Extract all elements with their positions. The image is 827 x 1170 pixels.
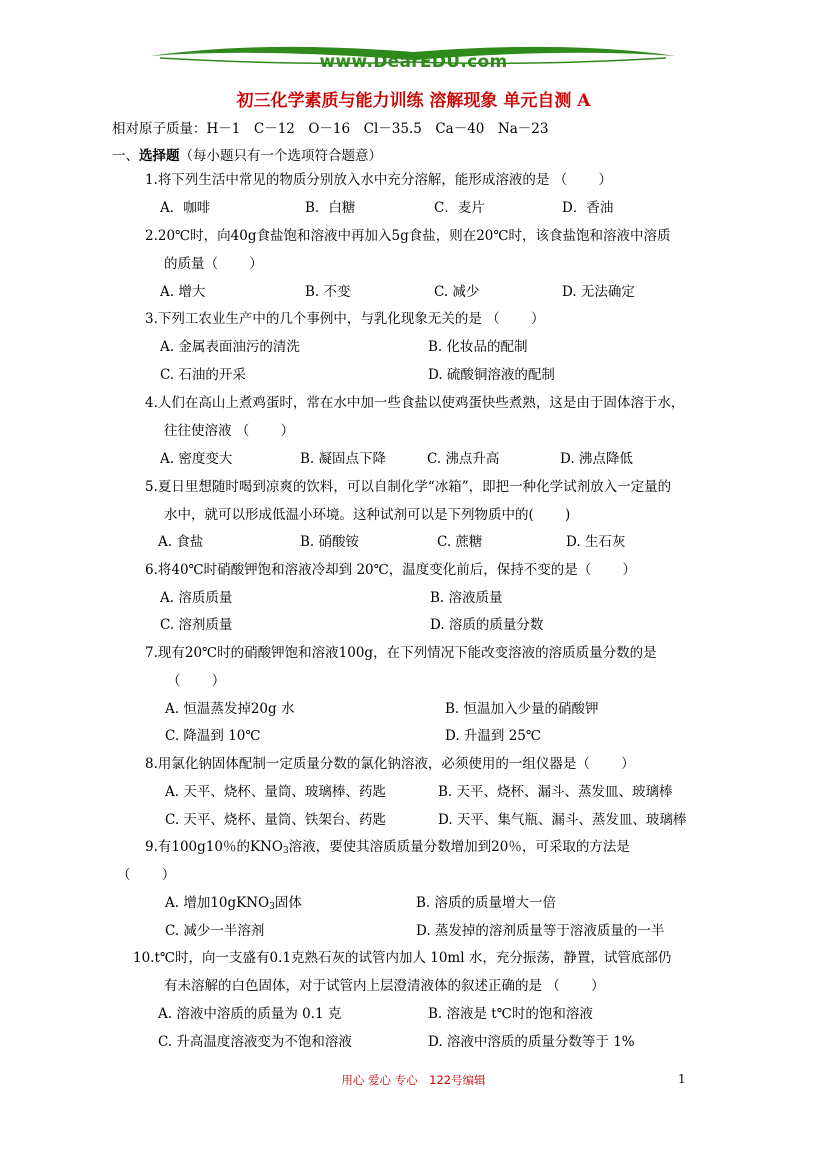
question-3-stem: 3.下列工农业生产中的几个事例中，与乳化现象无关的是 （ ） — [145, 311, 545, 327]
q7-option-a: A. 恒温蒸发掉20g 水 — [165, 701, 295, 717]
q4-option-a: A. 密度变大 — [160, 451, 233, 467]
q9-option-c: C. 减少一半溶剂 — [165, 923, 265, 939]
document-title: 初三化学素质与能力训练 溶解现象 单元自测 A — [236, 91, 591, 111]
question-7-stem: 7.现有20℃时的硝酸钾饱和溶液100g，在下列情况下能改变溶液的溶质质量分数的是 — [145, 645, 657, 661]
q1-option-a: A．咖啡 — [160, 200, 211, 216]
question-5-stem: 5.夏日里想随时喝到凉爽的饮料，可以自制化学“冰箱”，即把一种化学试剂放入一定量的 — [145, 479, 672, 495]
q2-option-c: C. 减少 — [434, 284, 480, 300]
q6-option-c: C. 溶剂质量 — [160, 617, 233, 633]
question-4-stem: 4.人们在高山上煮鸡蛋时，常在水中加一些食盐以使鸡蛋快些煮熟，这是由于固体溶于水， — [145, 395, 685, 411]
question-1-stem: 1.将下列生活中常见的物质分别放入水中充分溶解，能形成溶液的是 （ ） — [145, 172, 612, 188]
q7-option-c: C. 降温到 10℃ — [165, 728, 261, 744]
site-url: www.DearEDU.com — [319, 52, 508, 72]
q8-option-d: D. 天平、集气瓶、漏斗、蒸发皿、玻璃棒 — [438, 812, 687, 828]
atomic-masses: 相对原子质量：H－1 C－12 O－16 Cl－35.5 Ca－40 Na－23 — [112, 121, 549, 137]
page-header — [0, 0, 827, 110]
q4-option-b: B. 凝固点下降 — [300, 451, 387, 467]
q6-option-b: B. 溶液质量 — [430, 590, 503, 606]
q2-option-d: D. 无法确定 — [562, 284, 635, 300]
q10-option-a: A. 溶液中溶质的质量为 0.1 克 — [158, 1006, 342, 1022]
q3-option-a: A. 金属表面油污的清洗 — [160, 339, 300, 355]
q10-option-c: C. 升高温度溶液变为不饱和溶液 — [158, 1034, 352, 1050]
question-2-stem: 2.20℃时，向40g食盐饱和溶液中再加入5g食盐，则在20℃时，该食盐饱和溶液中溶质 — [145, 228, 671, 244]
question-10-stem-cont: 有未溶解的白色固体，对于试管内上层澄清液体的叙述正确的是 （ ） — [164, 978, 605, 994]
section-note: （每小题只有一个选项符合题意） — [179, 148, 382, 164]
q9-option-a: A. 增加10gKNO$_3$固体 — [165, 895, 302, 912]
q7-option-b: B. 恒温加入少量的硝酸钾 — [445, 701, 599, 717]
q6-option-a: A. 溶质质量 — [160, 590, 233, 606]
q2-option-a: A. 增大 — [160, 284, 206, 300]
q3-option-c: C. 石油的开采 — [160, 367, 246, 383]
q1-option-c: C．麦片 — [434, 200, 485, 216]
q5-option-a: A. 食盐 — [158, 534, 204, 550]
question-7-stem-cont: （ ） — [167, 673, 226, 689]
q8-option-b: B. 天平、烧杯、漏斗、蒸发皿、玻璃棒 — [438, 784, 673, 800]
q6-option-d: D. 溶质的质量分数 — [430, 617, 544, 633]
question-2-stem-cont: 的质量（ ） — [164, 256, 263, 272]
section-title: 选择题 — [139, 148, 180, 164]
q2-option-b: B. 不变 — [305, 284, 351, 300]
question-10-stem: 10.t℃时，向一支盛有0.1克熟石灰的试管内加人 10ml 水，充分振荡，静置，试管底部仍 — [133, 950, 672, 966]
question-8-stem: 8.用氯化钠固体配制一定质量分数的氯化钠溶液，必须使用的一组仪器是（ ） — [145, 756, 635, 772]
q3-option-b: B. 化妆品的配制 — [428, 339, 528, 355]
q9-option-b: B. 溶质的质量增大一倍 — [416, 895, 557, 911]
question-9-stem-cont: （ ） — [117, 867, 176, 883]
q4-option-d: D. 沸点降低 — [560, 451, 633, 467]
q3-option-d: D. 硫酸铜溶液的配制 — [428, 367, 555, 383]
q9-option-d: D. 蒸发掉的溶剂质量等于溶液质量的一半 — [416, 923, 665, 939]
section-heading — [112, 144, 382, 164]
question-4-stem-cont: 往往使溶液 （ ） — [164, 423, 295, 439]
q5-option-d: D. 生石灰 — [566, 534, 626, 550]
q1-option-b: B．白糖 — [305, 200, 356, 216]
q8-option-a: A. 天平、烧杯、量筒、玻璃棒、药匙 — [165, 784, 386, 800]
question-5-stem-cont: 水中，就可以形成低温小环境。这种试剂可以是下列物质中的( ) — [164, 507, 571, 523]
q10-option-b: B. 溶液是 t℃时的饱和溶液 — [428, 1006, 593, 1022]
q5-option-c: C. 蔗糖 — [437, 534, 483, 550]
section-number: 一、 — [112, 148, 139, 164]
question-6-stem: 6.将40℃时硝酸钾饱和溶液冷却到 20℃，温度变化前后，保持不变的是（ ） — [145, 562, 637, 578]
q5-option-b: B. 硝酸铵 — [300, 534, 360, 550]
question-9-stem: 9.有100g10％的$KNO_3$溶液，要使其溶质质量分数增加到20％，可采取的方法是 — [145, 839, 630, 856]
q8-option-c: C. 天平、烧杯、量筒、铁架台、药匙 — [165, 812, 386, 828]
page-number: 1 — [678, 1072, 686, 1086]
footer-text: 用心 爱心 专心 122号编辑 — [341, 1073, 486, 1087]
q4-option-c: C. 沸点升高 — [427, 451, 500, 467]
q7-option-d: D. 升温到 25℃ — [445, 728, 541, 744]
q10-option-d: D. 溶液中溶质的质量分数等于 1% — [428, 1034, 635, 1050]
q1-option-d: D．香油 — [562, 200, 614, 216]
